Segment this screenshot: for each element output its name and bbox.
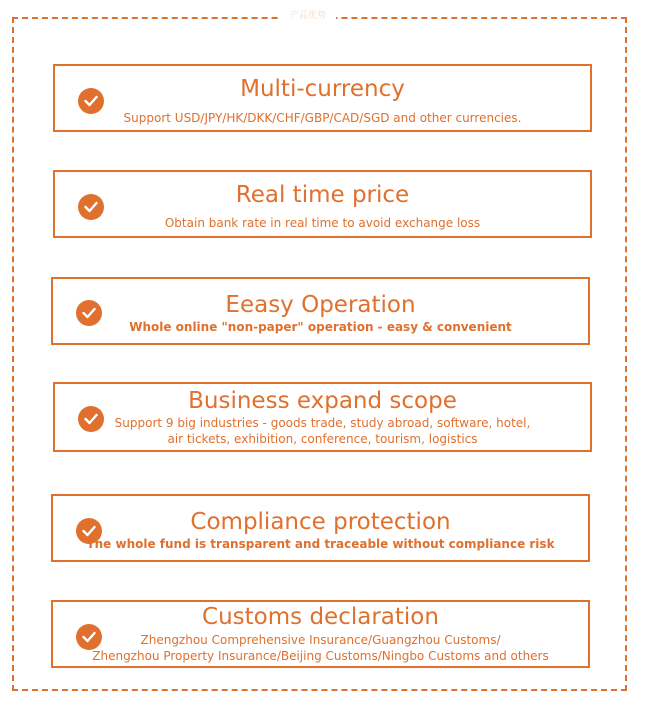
feature-description-line: Zhengzhou Comprehensive Insurance/Guangzhou Customs/: [140, 633, 501, 647]
feature-title: Multi-currency: [240, 76, 405, 102]
feature-title: Real time price: [235, 182, 410, 208]
feature-description: [55, 415, 590, 447]
feature-description-line: Zhengzhou Property Insurance/Beijing Customs/Ningbo Customs and others: [92, 649, 549, 663]
feature-card-real-time-price: [53, 170, 592, 238]
feature-card-customs-declaration: [51, 600, 590, 668]
feature-card-easy-operation: [51, 277, 590, 345]
feature-card-business-expand-scope: [53, 382, 592, 452]
feature-description: Obtain bank rate in real time to avoid exchange loss: [164, 216, 481, 230]
feature-description-line: Support 9 big industries - goods trade, study abroad, software, hotel,: [114, 416, 531, 430]
feature-card-compliance-protection: [51, 494, 590, 562]
feature-description: The whole fund is transparent and traceable without compliance risk: [86, 537, 555, 551]
feature-title: Compliance protection: [190, 509, 451, 535]
feature-title: Customs declaration: [202, 604, 439, 630]
feature-description: Support USD/JPY/HK/DKK/CHF/GBP/CAD/SGD and other currencies.: [123, 111, 522, 125]
feature-description: [53, 632, 588, 664]
feature-description: Whole online "non-paper" operation - easy & convenient: [129, 320, 512, 334]
feature-description-line: air tickets, exhibition, conference, tourism, logistics: [167, 432, 478, 446]
frame-title: 产品优势: [280, 9, 336, 23]
feature-card-multi-currency: [53, 64, 592, 132]
feature-title: Eeasy Operation: [225, 292, 416, 318]
feature-title: Business expand scope: [188, 388, 457, 414]
